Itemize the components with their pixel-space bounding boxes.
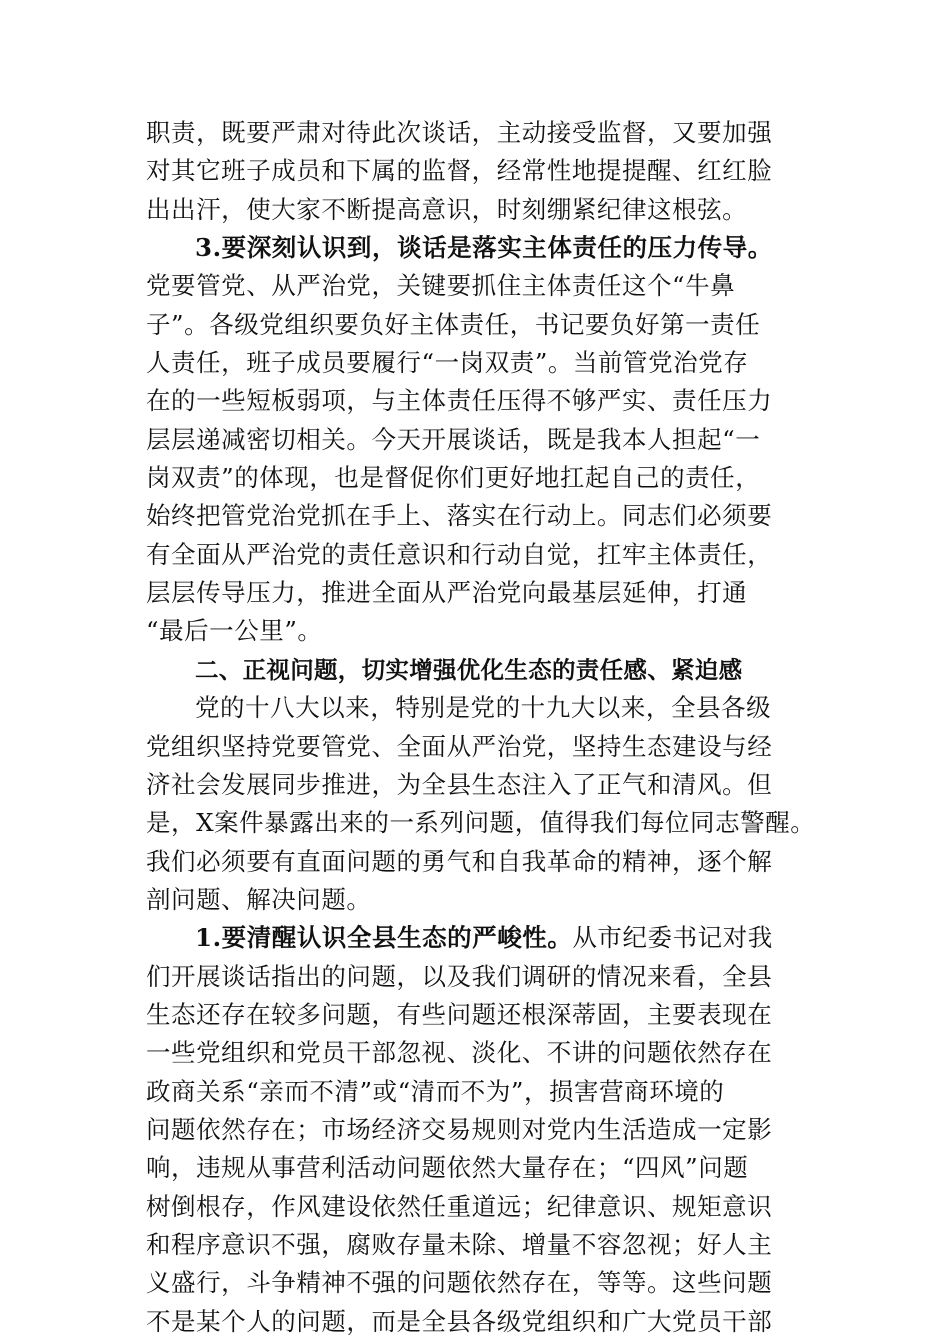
text-line: 政商关系“亲而不清”或“清而不为”，损害营商环境的	[146, 1076, 725, 1106]
document-page	[146, 114, 816, 1341]
text-line: 树倒根存，作风建设依然任重道远；纪律意识、规矩意识	[146, 1191, 773, 1221]
text-line: “最后一公里”。	[146, 616, 323, 646]
section-heading: 二、正视问题，切实增强优化生态的责任感、紧迫感	[195, 655, 743, 684]
lead-continuation: 从市纪委书记对我	[572, 923, 773, 953]
text-line: 始终把管党治党抓在手上、落实在行动上。同志们必须要	[146, 501, 773, 531]
text-line: 们开展谈话指出的问题，以及我们调研的情况来看，全县	[146, 961, 773, 991]
text-line: 响，违规从事营利活动问题依然大量存在；“四风”问题	[146, 1153, 749, 1183]
paragraph-pressure-transmission	[146, 229, 806, 651]
text-line	[146, 919, 806, 957]
text-line: 党的十八大以来，特别是党的十九大以来，全县各级	[195, 693, 772, 723]
text-line: 党要管党、从严治党，关键要抓住主体责任这个“牛鼻	[146, 271, 736, 301]
text-line: 义盛行，斗争精神不强的问题依然存在，等等。这些问题	[146, 1268, 773, 1298]
text-line: 人责任，班子成员要履行“一岗双责”。当前管党治党存	[146, 348, 749, 378]
text-line: 党组织坚持党要管党、全面从严治党，坚持生态建设与经	[146, 731, 773, 761]
text-line: 职责，既要严肃对待此次谈话，主动接受监督，又要加强	[146, 118, 773, 147]
text-line: 对其它班子成员和下属的监督，经常性地提提醒、红红脸	[146, 156, 773, 186]
text-line: 济社会发展同步推进，为全县生态注入了正气和清风。但	[146, 769, 773, 799]
paragraph-lead-sentence: 3.要深刻认识到，谈话是落实主体责任的压力传导。	[195, 233, 773, 263]
text-line: 不是某个人的问题，而是全县各级党组织和广大党员干部	[146, 1306, 773, 1336]
paragraph-ecology-severity	[146, 919, 806, 1341]
text-line: 和程序意识不强，腐败存量未除、增量不容忽视；好人主	[146, 1229, 773, 1259]
text-line: 生态还存在较多问题，有些问题还根深蒂固，主要表现在	[146, 999, 773, 1029]
text-line: 是，X案件暴露出来的一系列问题，值得我们每位同志警醒。	[146, 808, 816, 838]
text-line: 有全面从严治党的责任意识和行动自觉，扛牢主体责任，	[146, 539, 773, 569]
paragraph-responsibility	[146, 114, 806, 229]
paragraph-since-18th-congress	[146, 689, 816, 919]
text-line: 岗双责”的体现，也是督促你们更好地扛起自己的责任，	[146, 463, 761, 493]
text-line: 出出汗，使大家不断提高意识，时刻绷紧纪律这根弦。	[146, 194, 748, 224]
text-line: 一些党组织和党员干部忽视、淡化、不讲的问题依然存在	[146, 1038, 773, 1068]
text-line: 剖问题、解决问题。	[146, 884, 372, 914]
text-line: 子”。各级党组织要负好主体责任，书记要负好第一责任	[146, 309, 761, 339]
text-line: 层层递减密切相关。今天开展谈话，既是我本人担起“一	[146, 424, 761, 454]
text-line: 我们必须要有直面问题的勇气和自我革命的精神，逐个解	[146, 846, 773, 876]
text-line: 在的一些短板弱项，与主体责任压得不够严实、责任压力	[146, 386, 773, 416]
paragraph-lead-sentence: 1.要清醒认识全县生态的严峻性。	[195, 923, 573, 953]
text-line: 层层传导压力，推进全面从严治党向最基层延伸，打通	[146, 578, 748, 608]
text-line: 问题依然存在；市场经济交易规则对党内生活造成一定影	[146, 1114, 773, 1144]
